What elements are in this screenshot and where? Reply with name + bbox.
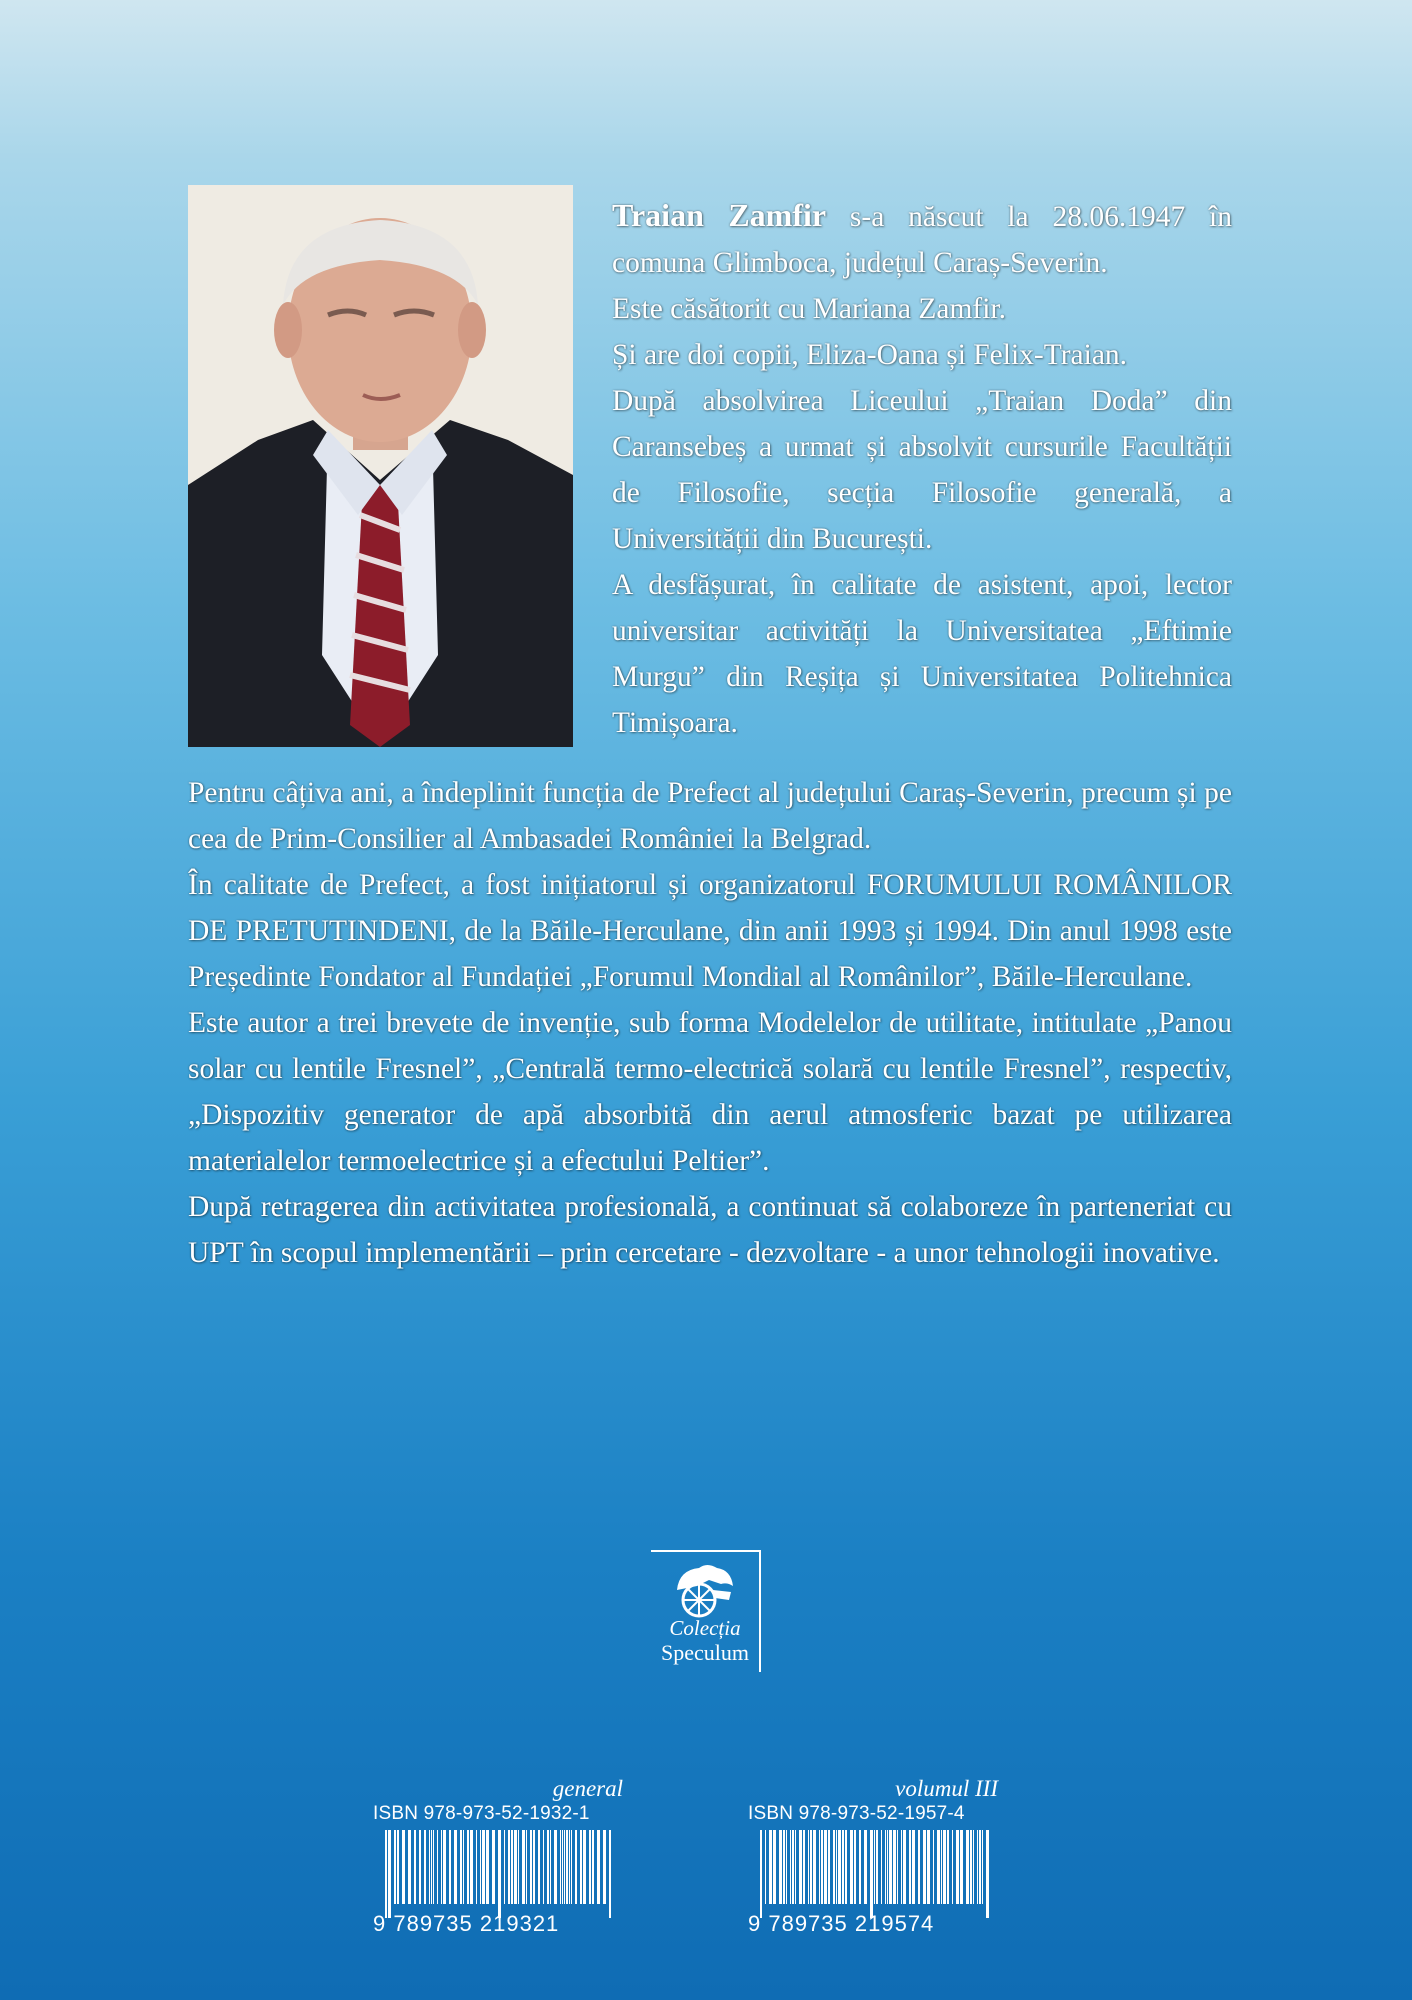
isbn-general-digits: 9 789735 219321 bbox=[373, 1911, 560, 1936]
isbn-volume-tag: volumul III bbox=[895, 1776, 998, 1801]
chariot-wheel-icon bbox=[669, 1560, 739, 1622]
author-name: Traian Zamfir bbox=[612, 197, 827, 233]
bio-line-married: Este căsătorit cu Mariana Zamfir. bbox=[612, 293, 1006, 325]
speculum-collection-logo bbox=[651, 1550, 761, 1672]
bio-line-children: Și are doi copii, Eliza-Oana și Felix-Traian. bbox=[612, 339, 1128, 371]
isbn-volume-barcode bbox=[748, 1830, 998, 1918]
isbn-general-number: ISBN 978-973-52-1932-1 bbox=[373, 1803, 590, 1824]
author-portrait-image bbox=[188, 185, 573, 747]
isbn-volume-digits: 9 789735 219574 bbox=[748, 1911, 935, 1936]
bio-body bbox=[188, 770, 1232, 1276]
author-photo bbox=[188, 185, 573, 747]
bio-paragraph-patents: Este autor a trei brevete de invenție, sub forma Modelelor de utilitate, intitulate „Panou solar cu lentile Fresnel”, „Centrală termo-electrică solară cu lentile Fresnel”, respectiv, „Dispozitiv generator de apă absorbită din aerul atmosferic bazat pe utilizarea materialelor termoelectrice și a efectului Peltier”. bbox=[188, 1007, 1232, 1177]
bio-paragraph-retirement: După retragerea din activitatea profesională, a continuat să colaboreze în parteneriat cu UPT în scopul implementării – prin cercetare - dezvoltare - a unor tehnologii inovative. bbox=[188, 1191, 1232, 1269]
bio-line-teaching: A desfășurat, în calitate de asistent, apoi, lector universitar activități la Universitatea „Eftimie Murgu” din Reșița și Universitatea Politehnica Timișoara. bbox=[612, 569, 1232, 739]
isbn-general-block bbox=[373, 1776, 623, 1936]
isbn-volume-block bbox=[748, 1776, 998, 1936]
logo-line-speculum: Speculum bbox=[661, 1640, 749, 1665]
bio-intro bbox=[612, 192, 1232, 746]
bio-paragraph-prefect: Pentru câțiva ani, a îndeplinit funcția de Prefect al județului Caraș-Severin, precum și pe cea de Prim-Consilier al Ambasadei României la Belgrad. bbox=[188, 777, 1232, 855]
bio-birth-text: s-a născut la 28.06.1947 în comuna Glimboca, județul Caraș-Severin. bbox=[612, 201, 1233, 279]
bio-line-birth bbox=[612, 192, 1232, 286]
isbn-general-tag: general bbox=[552, 1776, 623, 1801]
isbn-general-barcode bbox=[373, 1830, 623, 1918]
bio-paragraph-forum: În calitate de Prefect, a fost inițiatorul și organizatorul FORUMULUI ROMÂNILOR DE PRETUTINDENI, de la Băile-Herculane, din anii 1993 și 1994. Din anul 1998 este Președinte Fondator al Fundației „Forumul Mondial al Românilor”, Băile-Herculane. bbox=[188, 869, 1232, 993]
logo-line-collection: Colecția bbox=[669, 1616, 741, 1640]
isbn-volume-number: ISBN 978-973-52-1957-4 bbox=[748, 1803, 965, 1824]
bio-line-education: După absolvirea Liceului „Traian Doda” din Caransebeș a urmat și absolvit cursurile Facultății de Filosofie, secția Filosofie generală, a Universității din București. bbox=[612, 385, 1232, 555]
